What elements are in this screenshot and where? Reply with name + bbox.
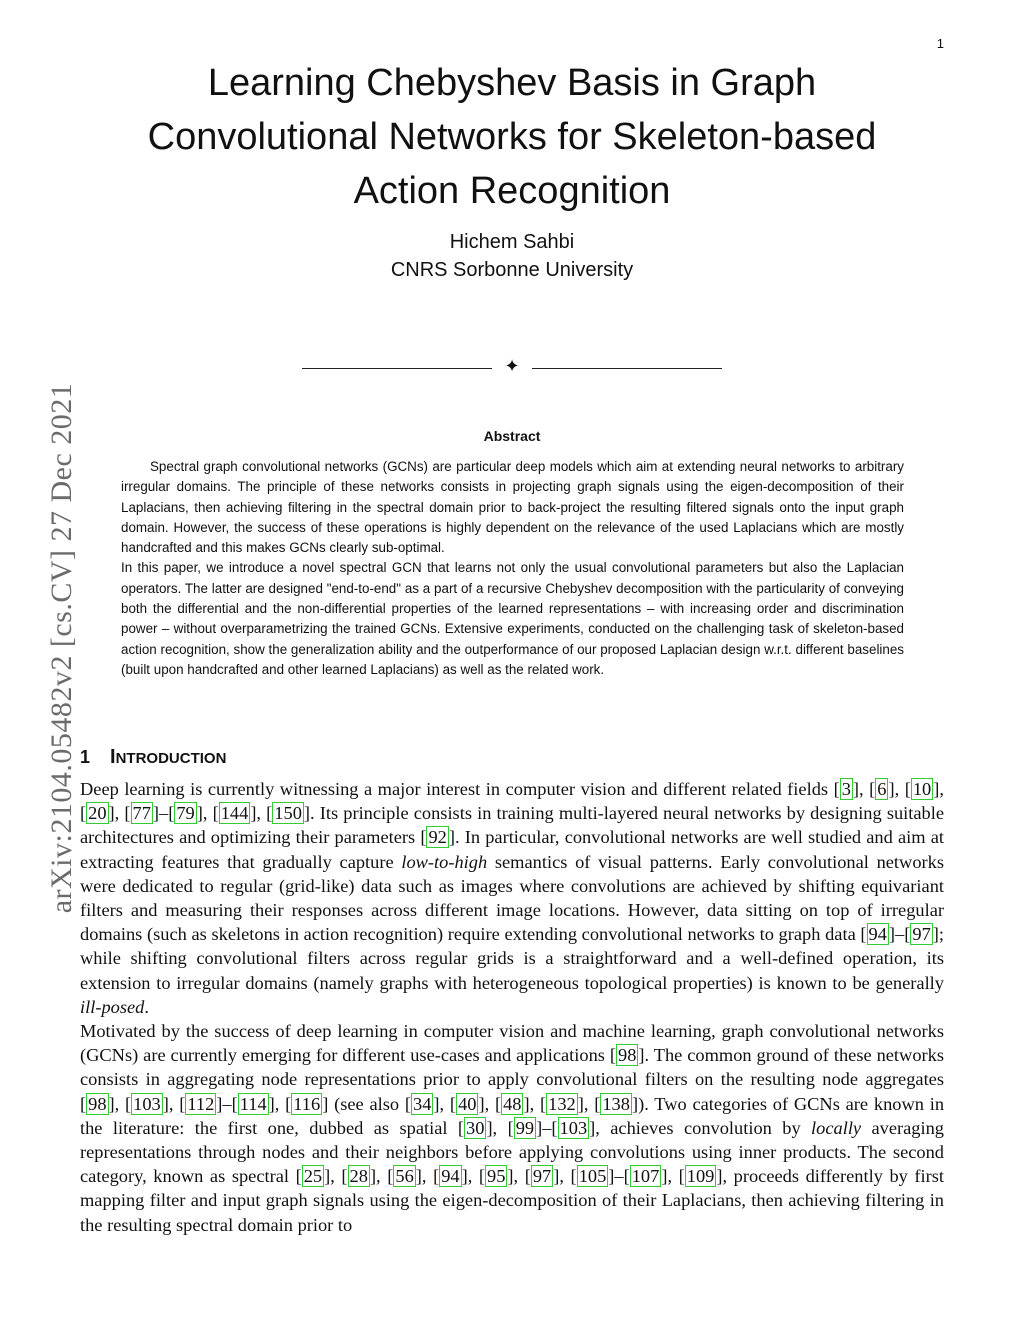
citation-link[interactable]: 77 [132,803,151,824]
text-run: ]). Two categories of GCNs are known in the literature: the first one, dubbed as spatial [ [80,1093,945,1138]
text-run: ], [ [433,1093,457,1114]
text-run: ], [ [478,1093,502,1114]
citation-link[interactable]: 138 [602,1093,630,1114]
italic-term: ill-posed [80,996,145,1017]
arxiv-stamp: arXiv:2104.05482v2 [cs.CV] 27 Dec 2021 [45,382,78,914]
text-run: ], [ [486,1117,514,1138]
citation-link[interactable]: 92 [428,827,447,848]
citation-link[interactable]: 97 [912,924,931,945]
text-run: ]. The common ground of these networks consists in aggregating node representations prior to apply convolutional filters on the resulting node aggregates [ [80,1045,944,1114]
citation-link[interactable]: 114 [239,1093,267,1114]
text-run: ], proceeds differently by first mapping filter and input graph signals using the eigen-decomposition of their Laplacians, then achieving filtering in the resulting spectral domain prior to [80,1166,945,1235]
section-heading-introduction [80,746,226,769]
citation-link[interactable]: 34 [413,1093,432,1114]
text-run: ], [ [507,1166,531,1187]
text-run: ], [ [577,1093,601,1114]
citation-link[interactable]: 28 [349,1166,368,1187]
italic-term: locally [811,1117,862,1138]
abstract-body [121,457,904,680]
citation-link[interactable]: 3 [841,779,851,799]
text-run: ]–[ [536,1117,558,1138]
citation-link[interactable]: 116 [293,1093,321,1114]
paper-title [112,56,912,218]
citation-link[interactable]: 97 [532,1166,552,1187]
citation-link[interactable]: 94 [441,1166,460,1187]
citation-link[interactable]: 98 [88,1093,107,1114]
text-run: ]–[ [888,924,911,945]
abstract-paragraph-2: In this paper, we introduce a novel spectral GCN that learns not only the usual convolutional parameters but also the Laplacian operators. The latter are designed "end-to-end" as a part of a recursive Chebyshev decomposition with the particularity of conveying both the differential and the non-differential properties of the learned representations – with increasing order and discrimination power – without overparametrizing the trained GCNs. Extensive experiments, conducted on the challenging task of skeleton-based action recognition, show the generalization ability and the outperformance of our proposed Laplacian design w.r.t. different baselines (built upon handcrafted and other learned Laplacians) as well as the related work. [121,560,904,677]
divider-rule-right [532,368,722,369]
text-run: ], [ [369,1166,394,1187]
citation-link[interactable]: 103 [559,1117,588,1138]
text-run: ], [ [196,803,219,824]
citation-link[interactable]: 94 [868,924,887,945]
text-run: ] (see also [ [322,1093,412,1114]
text-run: ], [ [553,1166,577,1187]
citation-link[interactable]: 103 [133,1093,161,1114]
abstract-paragraph-1: Spectral graph convolutional networks (GCNs) are particular deep models which aim at extending neural networks to arbitrary irregular domains. The principle of these networks consists in projecting graph signals using the eigen-decomposition of their Laplacians, then achieving filtering in the spectral domain prior to back-project the resulting filtered signals onto the input graph domain. However, the success of these operations is highly dependent on the relevance of the used Laplacians which are mostly handcrafted and this makes GCNs clearly sub-optimal. [121,459,904,556]
italic-term: low-to-high [401,851,488,872]
author-name: Hichem Sahbi [449,231,575,253]
text-run: semantics of visual patterns. Early convolutional networks were dedicated to regular (grid-like) data such as images where convolutions are achieved by shifting equivariant filters and measuring their responses across different image locations. However, data sitting on top of irregular domains (such as skeletons in action recognition) require extending convolutional networks to graph data [ [80,851,944,945]
title-line-3: Action Recognition [353,170,671,212]
citation-link[interactable]: 25 [303,1166,323,1187]
citation-link[interactable]: 109 [686,1166,715,1187]
text-run: ]–[ [608,1166,630,1187]
citation-link[interactable]: 99 [515,1117,535,1138]
citation-link[interactable]: 95 [487,1166,506,1187]
abstract-heading: Abstract [483,428,541,444]
text-run: ]; while shifting convolutional filters across regular grids is a straightforward and a well-defined operation, its extension to irregular domains (namely graphs with heterogeneous topological properties) is known to be generally [80,924,944,993]
text-run: Motivated by the success of deep learning in computer vision and machine learning, graph convolutional networks (GCNs) are currently emerging for different use-cases and applications [ [80,1021,944,1066]
title-divider [302,358,722,378]
title-line-1: Learning Chebyshev Basis in Graph [207,62,817,104]
text-run: Deep learning is currently witnessing a major interest in computer vision and different related fields [ [80,779,840,799]
text-run: ], [ [324,1166,348,1187]
text-run: ], [ [162,1093,186,1114]
text-run: ], [ [523,1093,547,1114]
star-icon: ✦ [504,356,520,377]
citation-link[interactable]: 79 [176,803,195,824]
body-paragraph-1 [80,777,944,1019]
body-paragraph-2 [80,1019,944,1237]
text-run: ], [ [80,779,944,824]
section-title-initial: I [110,746,116,768]
text-run: ]. In particular, convolutional networks are well studied and aim at extracting features that gradually capture [80,827,944,872]
text-run: ]–[ [216,1093,238,1114]
divider-rule-left [302,368,492,369]
text-run: ], [ [108,803,131,824]
text-run: ], [ [852,779,876,799]
text-run: ], [ [661,1166,685,1187]
citation-link[interactable]: 144 [220,803,249,824]
citation-link[interactable]: 48 [503,1093,522,1114]
citation-link[interactable]: 98 [618,1045,637,1066]
citation-link[interactable]: 150 [274,803,302,824]
text-run: ], [ [461,1166,486,1187]
citation-link[interactable]: 56 [395,1166,414,1187]
citation-link[interactable]: 112 [187,1093,215,1114]
introduction-body [80,777,944,1237]
text-run: ], [ [888,779,911,799]
citation-link[interactable]: 105 [578,1166,607,1187]
text-run: ], [ [415,1166,440,1187]
text-run: ]. Its principle consists in training multi-layered neural networks by designing suitable architectures and optimizing their parameters [ [80,803,945,848]
text-run: averaging representations through nodes and their neighbors before applying convolutions using inner products. The second category, known as spectral [ [80,1117,945,1187]
section-number: 1 [80,747,91,767]
text-run: ]–[ [152,803,175,824]
citation-link[interactable]: 20 [88,803,107,824]
text-run: ], [ [108,1093,132,1114]
citation-link[interactable]: 132 [548,1093,576,1114]
page-number: 1 [936,36,944,51]
author-affiliation: CNRS Sorbonne University [390,259,634,281]
citation-link[interactable]: 40 [458,1093,477,1114]
text-run: . [144,996,149,1017]
author-block [212,228,812,284]
citation-link[interactable]: 107 [631,1166,660,1187]
text-run: ], [ [268,1093,292,1114]
text-run: ], [ [250,803,273,824]
title-line-2: Convolutional Networks for Skeleton-based [147,116,877,158]
citation-link[interactable]: 10 [912,779,932,799]
text-run: ], achieves convolution by [589,1117,812,1138]
citation-link[interactable]: 30 [466,1117,485,1138]
citation-link[interactable]: 6 [877,779,887,799]
section-title-rest: NTRODUCTION [115,750,227,767]
